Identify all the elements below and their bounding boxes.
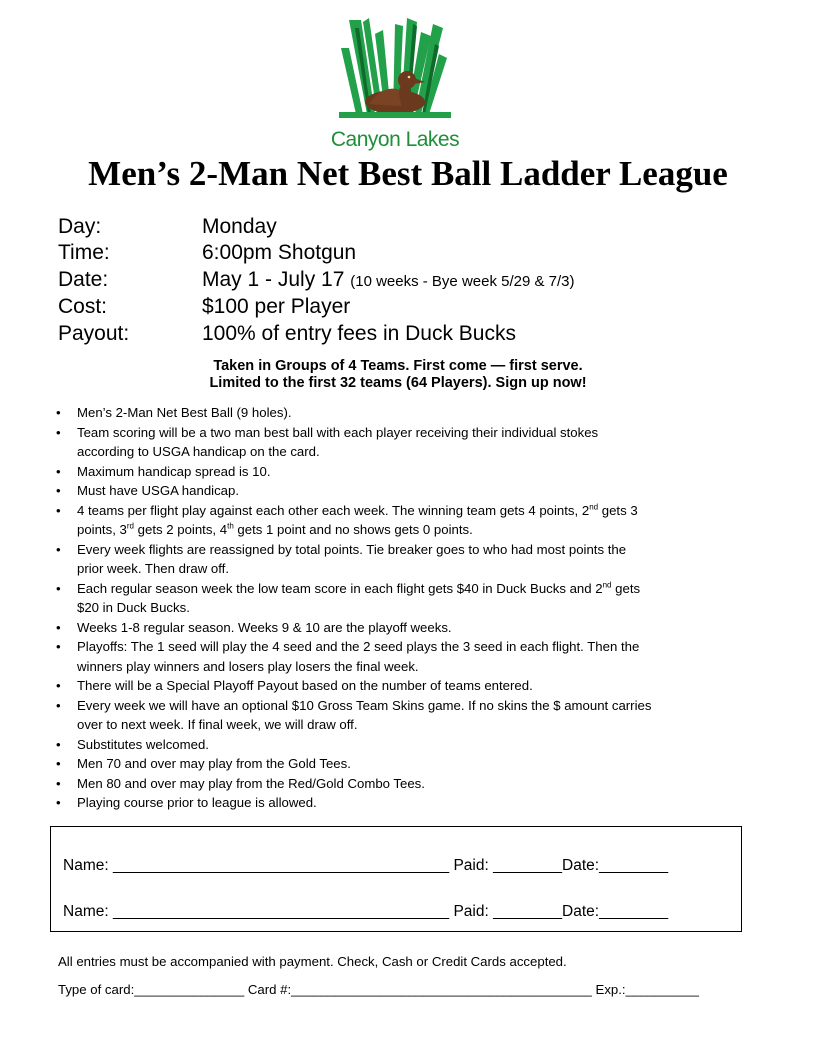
signup-box [50,826,742,932]
rule-text: $20 in Duck Bucks. [77,600,190,615]
info-day-value: Monday [202,215,277,238]
rule-text: Weeks 1-8 regular season. Weeks 9 & 10 are the playoff weeks. [77,619,452,635]
rule-text: 4 teams per flight play against each other each week. The winning team gets 4 points, 2 [77,502,590,518]
signup-line-2[interactable]: Name: _______________________________________ Paid: ________Date:________ [63,903,669,920]
signup-line-1[interactable]: Name: _______________________________________ Paid: ________Date:________ [63,857,669,874]
rule-text: Men 80 and over may play from the Red/Gold Combo Tees. [77,775,425,791]
duck-in-grass-logo-icon [339,14,451,126]
bullet: • [56,619,61,635]
bullet: • [56,756,61,771]
rule-text: Playoffs: The 1 seed will play the 4 seed and the 2 seed plays the 3 seed in each flight. Then the [77,639,640,654]
info-cost-label: Cost: [58,295,108,318]
info-cost-value: $100 per Player [202,295,351,318]
rules-list [56,403,756,813]
superscript: nd [589,502,599,512]
rule-text: gets 1 point and no shows gets 0 points. [233,522,473,537]
bullet: • [56,541,61,557]
rule-text: Maximum handicap spread is 10. [77,463,271,479]
bullet: • [56,639,61,654]
rule-text: gets 2 points, 4 [133,522,228,537]
list-item [56,793,756,813]
bullet: • [56,678,61,693]
rule-text: Men’s 2-Man Net Best Ball (9 holes). [77,405,292,420]
rule-text: winners play winners and losers play losers the final week. [77,658,419,674]
taken-line-1: Taken in Groups of 4 Teams. First come — first serve. [213,358,583,374]
superscript: th [227,521,234,531]
bullet: • [56,795,61,810]
rule-text: Every week we will have an optional $10 Gross Team Skins game. If no skins the $ amount carries [77,697,652,713]
rule-text: There will be a Special Playoff Payout based on the number of teams entered. [77,678,533,693]
info-time-value: 6:00pm Shotgun [202,241,357,264]
rule-text: gets [611,580,641,596]
list-item [56,481,756,501]
rule-text: gets 3 [598,502,638,518]
entries-note: All entries must be accompanied with payment. Check, Cash or Credit Cards accepted. [58,954,567,969]
list-item [56,637,756,676]
bullet: • [56,736,61,752]
info-date-note: (10 weeks - Bye week 5/29 & 7/3) [350,273,575,290]
rule-text: Must have USGA handicap. [77,483,240,498]
info-time-label: Time: [58,241,110,264]
rule-text: Team scoring will be a two man best ball with each player receiving their individual stokes [77,424,599,440]
taken-line-2: Limited to the first 32 teams (64 Players). Sign up now! [209,375,587,391]
rule-text: points, 3 [77,522,127,537]
rule-text: according to USGA handicap on the card. [77,444,320,459]
bullet: • [56,775,61,791]
rule-text: Substitutes welcomed. [77,736,209,752]
logo-text: Canyon Lakes [330,128,460,151]
info-date-value-wrap [202,268,575,292]
bullet: • [56,697,61,713]
info-payout-label: Payout: [58,322,130,345]
info-day-label: Day: [58,215,102,238]
list-item [56,676,756,696]
list-item [56,423,756,462]
bullet: • [56,483,61,498]
list-item [56,462,756,482]
rule-text: Men 70 and over may play from the Gold Tees. [77,756,351,771]
bullet: • [56,463,61,479]
bullet: • [56,405,61,420]
list-item [56,501,756,540]
list-item [56,754,756,774]
bullet: • [56,580,61,596]
list-item [56,579,756,618]
list-item [56,618,756,638]
rule-text: Each regular season week the low team score in each flight gets $40 in Duck Bucks and 2 [77,580,603,596]
list-item [56,735,756,755]
list-item [56,403,756,423]
canyon-lakes-logo [325,14,465,151]
rule-text: Every week flights are reassigned by total points. Tie breaker goes to who had most points the [77,541,627,557]
list-item [56,540,756,579]
card-line[interactable]: Type of card:_______________ Card #:_________________________________________ Exp.:__________ [58,982,699,997]
rule-text: prior week. Then draw off. [77,561,229,576]
superscript: rd [126,521,134,531]
rule-text: Playing course prior to league is allowed. [77,795,317,810]
info-payout-value: 100% of entry fees in Duck Bucks [202,322,516,345]
info-date-value: May 1 - July 17 [202,268,345,291]
bullet: • [56,424,61,440]
list-item [56,696,756,735]
page-title: Men’s 2-Man Net Best Ball Ladder League [88,154,728,193]
list-item [56,774,756,794]
info-date-label: Date: [58,268,109,291]
rule-text: over to next week. If final week, we will draw off. [77,717,358,732]
bullet: • [56,502,61,518]
superscript: nd [602,580,612,590]
